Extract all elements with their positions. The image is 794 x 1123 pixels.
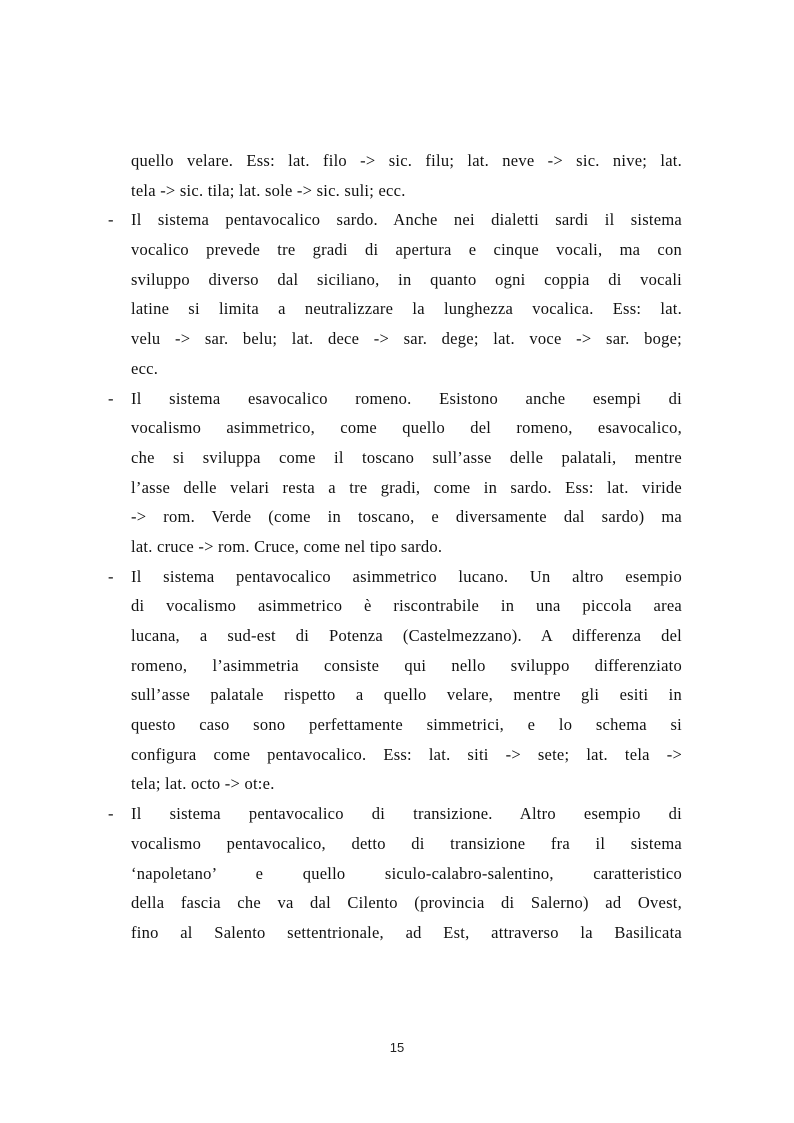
page-body: [108, 146, 682, 948]
text-line: vocalismo asimmetrico, come quello del romeno, esavocalico,: [131, 418, 682, 438]
text-line: vocalismo pentavocalico, detto di transizione fra il sistema: [131, 833, 682, 853]
list-item-first-line: [108, 205, 682, 235]
text-line: l’asse delle velari resta a tre gradi, come in sardo. Ess: lat. viride: [131, 477, 682, 497]
text-line: lat. cruce -> rom. Cruce, come nel tipo sardo.: [131, 536, 443, 556]
text-line: di vocalismo asimmetrico è riscontrabile in una piccola area: [131, 596, 682, 616]
text-line: tela; lat. octo -> ot:e.: [131, 774, 275, 794]
text-line: Il sistema pentavocalico sardo. Anche nei dialetti sardi il sistema: [131, 210, 682, 230]
page-number: 15: [389, 1040, 405, 1055]
continued-paragraph: [108, 146, 682, 205]
list-dash: -: [108, 388, 114, 408]
text-line: lucana, a sud-est di Potenza (Castelmezzano). A differenza del: [131, 626, 682, 645]
list-dash: -: [108, 210, 114, 230]
text-line: ‘napoletano’ e quello siculo-calabro-salentino, caratteristico: [131, 863, 682, 883]
text-line: fino al Salento settentrionale, ad Est, attraverso la Basilicata: [131, 922, 682, 942]
list-item-transizione: [108, 799, 682, 947]
text-line: ecc.: [131, 358, 159, 378]
text-line: sull’asse palatale rispetto a quello velare, mentre gli esiti in: [131, 685, 682, 705]
list-dash: -: [108, 804, 114, 824]
text-line: romeno, l’asimmetria consiste qui nello sviluppo differenziato: [131, 655, 682, 675]
text-line: vocalico prevede tre gradi di apertura e cinque vocali, ma con: [131, 240, 682, 260]
list-item-romeno: [108, 384, 682, 562]
text-line: -> rom. Verde (come in toscano, e diversamente dal sardo) ma: [131, 507, 682, 527]
text-line: Il sistema pentavocalico di transizione. Altro esempio di: [131, 804, 682, 824]
text-line: quello velare. Ess: lat. filo -> sic. filu; lat. neve -> sic. nive; lat.: [131, 151, 682, 170]
list-dash: -: [108, 566, 114, 586]
text-line: Il sistema pentavocalico asimmetrico lucano. Un altro esempio: [131, 566, 682, 586]
text-line: della fascia che va dal Cilento (provincia di Salerno) ad Ovest,: [131, 893, 682, 913]
list-item-first-line: [108, 384, 682, 414]
text-line: latine si limita a neutralizzare la lunghezza vocalica. Ess: lat.: [131, 299, 682, 319]
list-item-first-line: [108, 799, 682, 829]
text-line: Il sistema esavocalico romeno. Esistono anche esempi di: [131, 388, 682, 408]
text-line: questo caso sono perfettamente simmetrici, e lo schema si: [131, 715, 682, 735]
text-line: configura come pentavocalico. Ess: lat. siti -> sete; lat. tela ->: [131, 744, 682, 764]
list-item-sardo: [108, 205, 682, 383]
text-line: che si sviluppa come il toscano sull’asse delle palatali, mentre: [131, 447, 682, 467]
text-line: tela -> sic. tila; lat. sole -> sic. suli; ecc.: [131, 180, 406, 200]
list-item-first-line: [108, 562, 682, 592]
text-line: sviluppo diverso dal siciliano, in quanto ogni coppia di vocali: [131, 269, 682, 289]
list-item-lucano: [108, 562, 682, 800]
text-line: velu -> sar. belu; lat. dece -> sar. dege; lat. voce -> sar. boge;: [131, 329, 682, 349]
